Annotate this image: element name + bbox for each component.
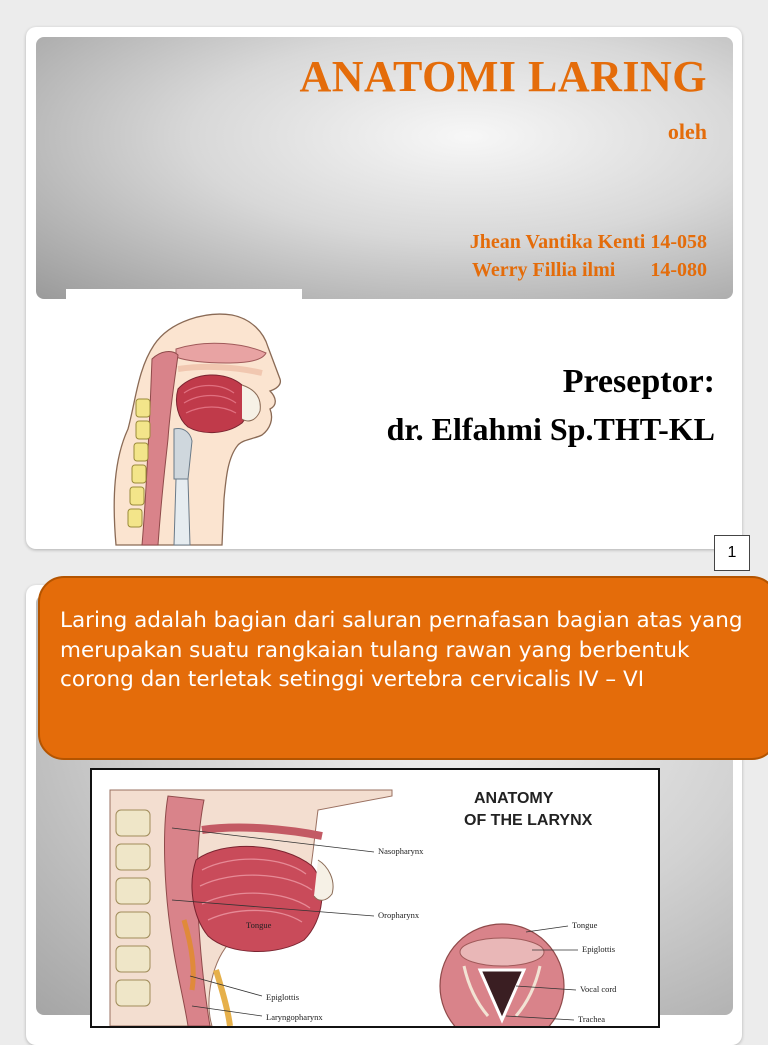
label-tongue-left: Tongue <box>246 920 272 930</box>
figure-title-line2: OF THE LARYNX <box>464 812 593 829</box>
label-laryngopharynx: Laryngopharynx <box>266 1012 323 1022</box>
larynx-diagram-drawing <box>92 770 658 1026</box>
label-epiglottis-left: Epiglottis <box>266 992 300 1002</box>
preceptor-name: dr. Elfahmi Sp.THT-KL <box>386 411 715 447</box>
label-epiglottis-right: Epiglottis <box>582 944 616 954</box>
figure-title-line1: ANATOMY <box>474 790 554 807</box>
preceptor-label: Preseptor: <box>562 363 715 400</box>
definition-text: Laring adalah bagian dari saluran pernafasan bagian atas yang merupakan suatu rangkaian tulang rawan yang berbentuk corong dan terletak setinggi vertebra cervicalis IV – VI <box>60 608 743 692</box>
author-2: Werry Fillia ilmi 14-080 <box>472 259 707 281</box>
title-banner <box>36 37 733 299</box>
definition-callout <box>38 576 768 760</box>
slide-title: ANATOMI LARING <box>299 52 707 101</box>
label-oropharynx: Oropharynx <box>378 910 420 920</box>
label-trachea: Trachea <box>578 1014 606 1024</box>
title-slide <box>26 27 742 549</box>
by-label: oleh <box>667 119 707 144</box>
page-number: 1 <box>714 535 750 571</box>
head-anatomy-illustration <box>66 289 302 547</box>
label-tongue-right: Tongue <box>572 920 598 930</box>
larynx-anatomy-figure <box>90 768 660 1028</box>
author-1: Jhean Vantika Kenti 14-058 <box>469 231 707 253</box>
label-nasopharynx: Nasopharynx <box>378 846 424 856</box>
label-vocal-cord: Vocal cord <box>580 984 617 994</box>
